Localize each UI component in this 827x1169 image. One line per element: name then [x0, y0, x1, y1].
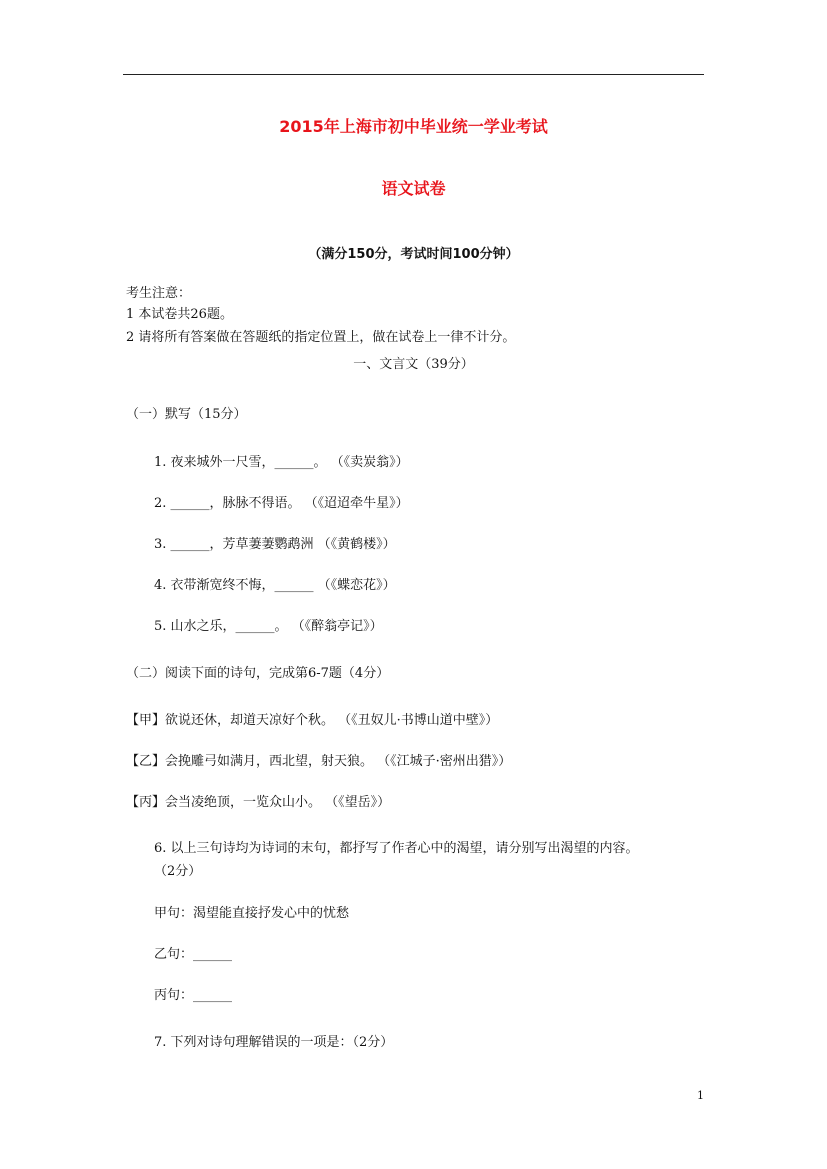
- question-1: 1. 夜来城外一尺雪，______。 （《卖炭翁》）: [154, 455, 409, 470]
- section-title: 一、文言文（39分）: [353, 357, 474, 372]
- question-2: 2. ______，脉脉不得语。 （《迢迢牵牛星》）: [154, 496, 409, 511]
- question-7: 7. 下列对诗句理解错误的一项是：（2分）: [154, 1035, 394, 1050]
- score-info: （满分150分，考试时间100分钟）: [308, 247, 519, 262]
- notice-item: 2 请将所有答案做在答题纸的指定位置上，做在试卷上一律不计分。: [126, 330, 516, 345]
- question-6-points: （2分）: [154, 864, 202, 879]
- answer-line: 乙句：______: [154, 947, 233, 962]
- exam-title: 2015年上海市初中毕业统一学业考试: [279, 117, 548, 136]
- part-title: （二）阅读下面的诗句，完成第6-7题（4分）: [126, 666, 390, 681]
- poem-line: 【甲】欲说还休，却道天凉好个秋。 （《丑奴儿·书博山道中壁》）: [126, 713, 499, 728]
- notice-item: 1 本试卷共26题。: [126, 307, 233, 322]
- part-title: （一）默写（15分）: [126, 407, 247, 422]
- answer-line: 甲句：渴望能直接抒发心中的忧愁: [154, 906, 350, 921]
- question-3: 3. ______，芳草萋萋鹦鹉洲 （《黄鹤楼》）: [154, 537, 396, 552]
- notice-heading: 考生注意：: [126, 286, 192, 301]
- poem-line: 【丙】会当凌绝顶，一览众山小。 （《望岳》）: [126, 795, 391, 810]
- question-4: 4. 衣带渐宽终不悔，______ （《蝶恋花》）: [154, 578, 396, 593]
- answer-line: 丙句：______: [154, 988, 233, 1003]
- poem-line: 【乙】会挽雕弓如满月，西北望，射天狼。 （《江城子·密州出猎》）: [126, 754, 512, 769]
- exam-subtitle: 语文试卷: [381, 179, 446, 198]
- question-5: 5. 山水之乐，______。 （《醉翁亭记》）: [154, 619, 383, 634]
- question-6: 6. 以上三句诗均为诗词的末句，都抒写了作者心中的渴望，请分别写出渴望的内容。: [154, 841, 639, 856]
- page-number: 1: [697, 1089, 704, 1102]
- header-rule: [123, 74, 704, 75]
